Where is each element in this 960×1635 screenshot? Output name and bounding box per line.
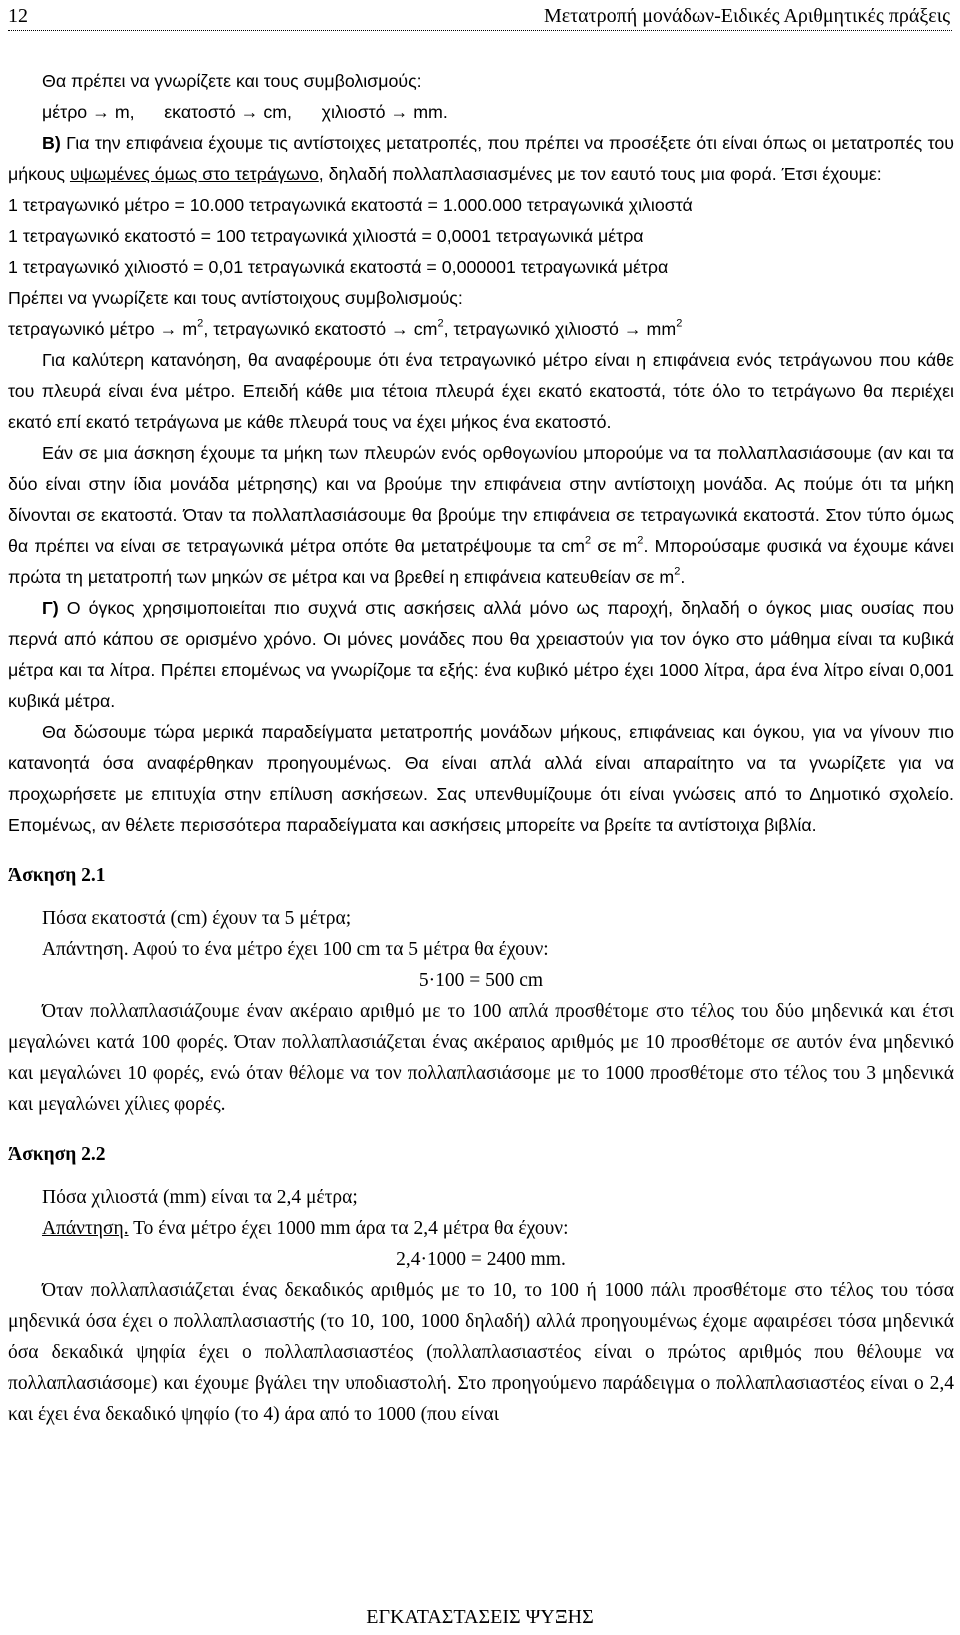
exercise-2-1-calculation: 5·100 = 500 cm — [418, 970, 544, 991]
understanding-paragraph: Για καλύτερη κατανόηση, θα αναφέρουμε ότι ένα τετραγωνικό μέτρο είναι η επιφάνεια ενός τετράγωνου που κάθε του πλευρά είναι ένα μέτρο. Επειδή κάθε μια τέτοια πλευρά έχει εκατό εκατοστά, τότε όλο το τετράγωνο θα περιέχει εκατό επί εκατό τετράγωνα με κάθε πλευρά τους να έχει μήκος ένα εκατοστό. — [8, 350, 954, 432]
area-text-b: σε m — [591, 536, 638, 556]
exercise-2-1-explanation: Όταν πολλαπλασιάζουμε έναν ακέραιο αριθμό με το 100 απλά προσθέτομε στο τέλος του δύο μηδενικά και έτσι μεγαλώνει κατά 100 φορές. Όταν πολλαπλασιάζεται ένας ακέραιος αριθμός με 10 προσθέτομε σε αυτόν ένα μηδενικό και μεγαλώνει 10 φορές, ενώ όταν θέλομε να τον πολλαπλασιάσομε με το 1000 προσθέτομε στο τέλος του 3 μηδενικά και μεγαλώνει χίλιες φορές. — [8, 1001, 954, 1115]
area-text-a: Εάν σε μια άσκηση έχουμε τα μήκη των πλευρών ενός ορθογωνίου μπορούμε να τα πολλαπλασιάσουμε (αν και τα δύο είναι στην ίδια μονάδα μέτρησης) και να βρούμε την επιφάνεια στην αντίστοιχη μονάδα. Ας πούμε ότι τα μήκη δίνονται σε εκατοστά. Όταν τα πολλαπλασιάσουμε θα βρούμε την επιφάνεια σε τετραγωνικά εκατοστά. Στον τύπο όμως θα πρέπει να είναι σε τετραγωνικά μέτρα οπότε θα μετατρέψουμε τα cm — [8, 443, 954, 556]
exercise-2-2-explanation: Όταν πολλαπλασιάζεται ένας δεκαδικός αριθμός με το 10, το 100 ή 1000 πάλι προσθέτομε στο τέλος του τόσα μηδενικά όσα έχει ο πολλαπλασιαστής (το 10, 100, 1000 δηλαδή) αλλά προηγουμένως έχομε αφαιρέσει τόσα μηδενικά όσα δεκαδικά ψηφία έχει ο πολλαπλασιαστέος (πολλαπλασιαστέος είναι ο πρώτος αριθμός που θέλουμε να πολλαπλασιάσομε) και έχουμε βγάλει την υποδιαστολή. Στο προηγούμενο παράδειγμα ο πολλαπλασιαστέος είναι ο 2,4 και έχει ένα δεκαδικό ψηφίο (το 4) άρα από το 1000 (που είναι — [8, 1280, 954, 1425]
superscript: 2 — [584, 534, 592, 547]
superscript: 2 — [674, 565, 681, 578]
page-body — [8, 66, 954, 1430]
page-footer: ΕΓΚΑΤΑΣΤΑΣΕΙΣ ΨΥΞΗΣ — [366, 1606, 594, 1628]
superscript: 2 — [637, 534, 644, 547]
surface-text-a: Για την επιφάνεια έχουμε τις αντίστοιχες μετατροπές, που πρέπει να προσέξετε ότι είναι όπως οι μετατροπές του μήκους — [8, 133, 954, 184]
square-symbols-intro: Πρέπει να γνωρίζετε και τους αντίστοιχους συμβολισμούς: — [8, 288, 463, 308]
area-text-c: . Μπορούσαμε φυσικά να έχουμε κάνει πρώτα τη μετατροπή των μηκών σε μέτρα και να βρεθεί η επιφάνεια κατευθείαν σε m — [8, 536, 955, 587]
area-text-d: . — [680, 567, 686, 587]
answer-label: Απάντηση. — [42, 1218, 129, 1239]
page-number: 12 — [8, 5, 28, 27]
exercise-2-1-answer — [8, 934, 954, 965]
exercise-2-2-calculation: 2,4·1000 = 2400 mm. — [396, 1249, 566, 1270]
exercise-2-2-title: Άσκηση 2.2 — [8, 1144, 106, 1165]
section-b-label: Β) — [42, 133, 61, 153]
volume-text: Ο όγκος χρησιμοποιείται πιο συχνά στις ασκήσεις αλλά μόνο ως παροχή, δηλαδή ο όγκος μιας ουσίας που περνά από κάπου σε ορισμένο χρόνο. Οι μόνες μονάδες που θα χρειαστούν για τον όγκο στο μάθημα είναι τα κυβικά μέτρα και τα λίτρα. Πρέπει επομένως να γνωρίζομε τα εξής: ένα κυβικό μέτρο έχει 1000 λίτρα, άρα ένα λίτρο είναι 0,001 κυβικά μέτρα. — [8, 598, 954, 711]
surface-text-b: , δηλαδή πολλαπλασιασμένες με τον εαυτό τους μια φορά. Έτσι έχουμε: — [318, 164, 882, 184]
exercise-2-1-question: Πόσα εκατοστά (cm) έχουν τα 5 μέτρα; — [42, 908, 352, 929]
equation-line-1: 1 τετραγωνικό μέτρο = 10.000 τετραγωνικά εκατοστά = 1.000.000 τετραγωνικά χιλιοστά — [8, 195, 693, 215]
page-header — [8, 2, 952, 31]
symbol-mm2: , τετραγωνικό χιλιοστό → mm — [443, 319, 677, 339]
exercise-2-2-question: Πόσα χιλιοστά (mm) είναι τα 2,4 μέτρα; — [42, 1187, 358, 1208]
volume-paragraph — [8, 593, 954, 717]
symbol-cm2: , τετραγωνικό εκατοστό → cm — [203, 319, 438, 339]
answer-text: Αφού το ένα μέτρο έχει 100 cm τα 5 μέτρα θα έχουν: — [128, 939, 549, 960]
answer-label: Απάντηση. — [42, 939, 129, 960]
equation-line-3: 1 τετραγωνικό χιλιοστό = 0,01 τετραγωνικά εκατοστά = 0,000001 τετραγωνικά μέτρα — [8, 257, 669, 277]
superscript: 2 — [197, 317, 204, 330]
running-title: Μετατροπή μονάδων-Ειδικές Αριθμητικές πράξεις — [543, 5, 950, 27]
surface-underlined: υψωμένες όμως στο τετράγωνο — [69, 164, 319, 184]
equation-line-2: 1 τετραγωνικό εκατοστό = 100 τετραγωνικά χιλιοστά = 0,0001 τετραγωνικά μέτρα — [8, 226, 644, 246]
exercise-2-2-answer — [8, 1213, 954, 1244]
answer-text: Το ένα μέτρο έχει 1000 mm άρα τα 2,4 μέτρα θα έχουν: — [128, 1218, 569, 1239]
superscript: 2 — [437, 317, 444, 330]
rectangle-area-paragraph — [8, 438, 954, 593]
symbols-intro: Θα πρέπει να γνωρίζετε και τους συμβολισμούς: — [42, 71, 422, 91]
section-c-label: Γ) — [42, 598, 59, 618]
superscript: 2 — [676, 317, 683, 330]
exercise-2-1-title: Άσκηση 2.1 — [8, 865, 106, 886]
examples-paragraph: Θα δώσουμε τώρα μερικά παραδείγματα μετατροπής μονάδων μήκους, επιφάνειας και όγκου, για να γίνουν πιο κατανοητά όσα αναφέρθηκαν προηγουμένως. Θα είναι απλά αλλά είναι απαραίτητο να τα γνωρίζετε για να προχωρήσετε με επιτυχία στην επίλυση ασκήσεων. Σας υπενθυμίζουμε ότι είναι γνώσεις από το Δημοτικό σχολείο. Επομένως, αν θέλετε περισσότερα παραδείγματα και ασκήσεις μπορείτε να βρείτε τα αντίστοιχα βιβλία. — [8, 722, 954, 835]
surface-paragraph — [8, 128, 954, 190]
symbols-line: μέτρο → m, εκατοστό → cm, χιλιοστό → mm. — [42, 102, 448, 122]
symbol-m2: τετραγωνικό μέτρο → m — [8, 319, 198, 339]
square-symbols-line — [8, 314, 954, 345]
